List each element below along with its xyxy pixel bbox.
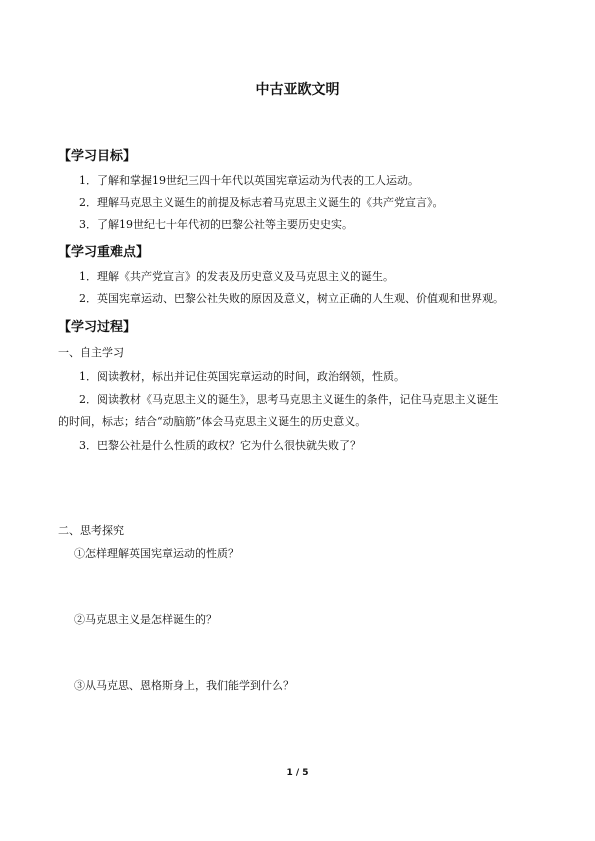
explore-question-2: ②马克思主义是怎样诞生的？ bbox=[74, 613, 217, 626]
goal-item-3: 3．了解19世纪七十年代初的巴黎公社等主要历史史实。 bbox=[79, 218, 353, 231]
explore-question-3: ③从马克思、恩格斯身上，我们能学到什么？ bbox=[74, 679, 294, 692]
self-study-item-3: 3．巴黎公社是什么性质的政权？它为什么很快就失败了？ bbox=[79, 439, 361, 452]
explore-question-1: ①怎样理解英国宪章运动的性质？ bbox=[74, 547, 239, 560]
goal-item-1: 1．了解和掌握19世纪三四十年代以英国宪章运动为代表的工人运动。 bbox=[79, 174, 419, 187]
self-study-item-2-line-2: 的时间，标志；结合“动脑筋”体会马克思主义诞生的历史意义。 bbox=[58, 415, 367, 428]
explore-label: 二、思考探究 bbox=[58, 524, 124, 537]
self-study-item-2-line-1: 2．阅读教材《马克思主义的诞生》，思考马克思主义诞生的条件，记住马克思主义诞生 bbox=[79, 393, 499, 406]
page-number: 1 / 5 bbox=[286, 768, 309, 778]
keypoints-heading: 【学习重难点】 bbox=[58, 245, 150, 260]
keypoint-item-2: 2．英国宪章运动、巴黎公社失败的原因及意义，树立正确的人生观、价值观和世界观。 bbox=[79, 292, 504, 305]
self-study-label: 一、自主学习 bbox=[58, 346, 124, 359]
self-study-item-1: 1．阅读教材，标出并记住英国宪章运动的时间，政治纲领，性质。 bbox=[79, 370, 405, 383]
document-title: 中古亚欧文明 bbox=[255, 82, 340, 98]
goal-item-2: 2．理解马克思主义诞生的前提及标志着马克思主义诞生的《共产党宣言》。 bbox=[79, 196, 444, 209]
goals-heading: 【学习目标】 bbox=[58, 149, 137, 164]
process-heading: 【学习过程】 bbox=[58, 320, 137, 335]
keypoint-item-1: 1．理解《共产党宣言》的发表及历史意义及马克思主义的诞生。 bbox=[79, 270, 394, 283]
